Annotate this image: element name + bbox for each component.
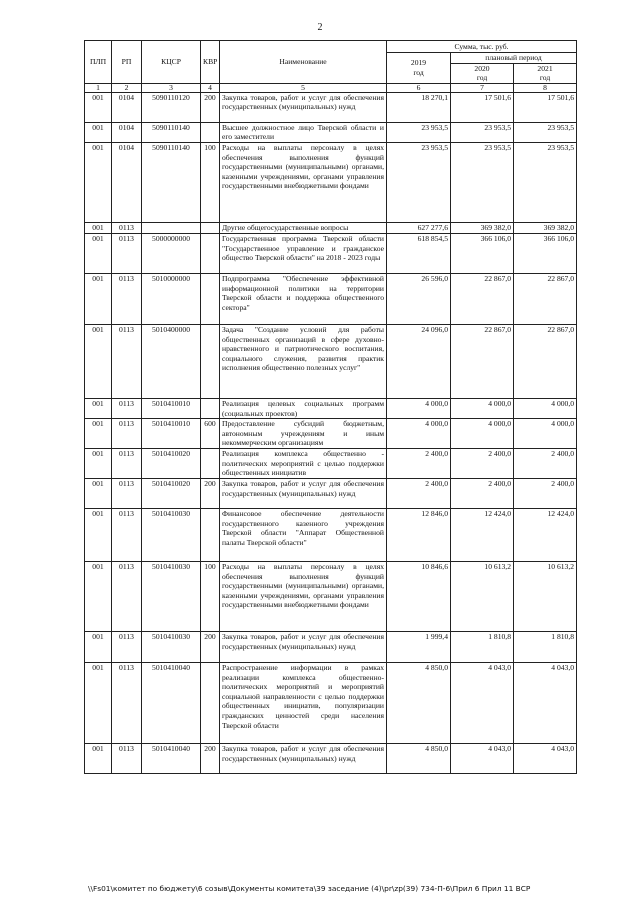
cell-name: Распространение информации в рамках реализации комплекса общественно-политических мероприятий и мероприятий социальной направленности с целью поддержки общественных инициатив, популяризации гражданских ценностей среди населения Тверской области [220, 662, 387, 743]
cell-v2020: 4 043,0 [451, 662, 514, 743]
cell-plp: 001 [85, 419, 112, 449]
cell-v2021: 12 424,0 [514, 508, 577, 561]
header-planning-period: плановый период [451, 53, 577, 64]
index-cell: 3 [142, 83, 201, 92]
cell-kvr [201, 662, 220, 743]
cell-rp: 0113 [112, 233, 142, 273]
cell-v2020: 12 424,0 [451, 508, 514, 561]
header-year-2020: 2020 год [451, 63, 514, 83]
cell-kcsr: 5010410010 [142, 398, 201, 418]
cell-kvr: 200 [201, 92, 220, 122]
cell-v2019: 10 846,6 [387, 561, 451, 631]
cell-v2021: 22 867,0 [514, 324, 577, 398]
header-kcsr: КЦСР [142, 41, 201, 84]
index-cell: 5 [220, 83, 387, 92]
cell-v2020: 22 867,0 [451, 273, 514, 324]
cell-kvr [201, 222, 220, 233]
index-cell: 7 [451, 83, 514, 92]
cell-v2019: 4 000,0 [387, 419, 451, 449]
cell-v2021: 4 000,0 [514, 398, 577, 418]
cell-v2019: 4 000,0 [387, 398, 451, 418]
cell-plp: 001 [85, 324, 112, 398]
cell-kvr [201, 233, 220, 273]
cell-rp: 0113 [112, 631, 142, 662]
cell-rp: 0113 [112, 419, 142, 449]
cell-plp: 001 [85, 92, 112, 122]
cell-name: Финансовое обеспечение деятельности государственного казенного учреждения Тверской области "Аппарат Общественной палаты Тверской области" [220, 508, 387, 561]
cell-kcsr: 5010410040 [142, 662, 201, 743]
table-row [85, 449, 577, 479]
cell-v2020: 23 953,5 [451, 122, 514, 142]
cell-v2019: 23 953,5 [387, 142, 451, 222]
cell-name: Закупка товаров, работ и услуг для обеспечения государственных (муниципальных) нужд [220, 92, 387, 122]
cell-plp: 001 [85, 222, 112, 233]
header-year-2019: 2019 год [387, 53, 451, 84]
cell-v2020: 369 382,0 [451, 222, 514, 233]
cell-name: Предоставление субсидий бюджетным, автономным учреждениям и иным некоммерческим организациям [220, 419, 387, 449]
cell-v2021: 4 000,0 [514, 419, 577, 449]
cell-v2019: 618 854,5 [387, 233, 451, 273]
cell-v2019: 4 850,0 [387, 743, 451, 773]
cell-kvr: 600 [201, 419, 220, 449]
cell-v2020: 4 000,0 [451, 419, 514, 449]
table-row [85, 122, 577, 142]
cell-v2019: 627 277,6 [387, 222, 451, 233]
cell-plp: 001 [85, 662, 112, 743]
cell-v2020: 10 613,2 [451, 561, 514, 631]
cell-kvr: 100 [201, 561, 220, 631]
table-row [85, 222, 577, 233]
cell-v2021: 369 382,0 [514, 222, 577, 233]
cell-v2020: 17 501,6 [451, 92, 514, 122]
cell-kcsr [142, 222, 201, 233]
header-sum: Сумма, тыс. руб. [387, 41, 577, 53]
table-row [85, 478, 577, 508]
cell-v2020: 1 810,8 [451, 631, 514, 662]
cell-name: Закупка товаров, работ и услуг для обеспечения государственных (муниципальных) нужд [220, 631, 387, 662]
cell-v2019: 24 096,0 [387, 324, 451, 398]
header-name: Наименование [220, 41, 387, 84]
cell-rp: 0113 [112, 508, 142, 561]
cell-v2021: 22 867,0 [514, 273, 577, 324]
cell-kcsr: 5010400000 [142, 324, 201, 398]
header-rp: РП [112, 41, 142, 84]
index-cell: 8 [514, 83, 577, 92]
cell-kcsr: 5010410020 [142, 449, 201, 479]
cell-v2020: 22 867,0 [451, 324, 514, 398]
table-row [85, 324, 577, 398]
cell-rp: 0113 [112, 662, 142, 743]
cell-name: Другие общегосударственные вопросы [220, 222, 387, 233]
cell-rp: 0113 [112, 561, 142, 631]
table-row [85, 662, 577, 743]
table-row [85, 233, 577, 273]
cell-v2021: 366 106,0 [514, 233, 577, 273]
cell-v2021: 23 953,5 [514, 122, 577, 142]
table-row [85, 631, 577, 662]
page-number: 2 [317, 22, 323, 33]
cell-v2020: 4 043,0 [451, 743, 514, 773]
cell-rp: 0104 [112, 92, 142, 122]
cell-kvr [201, 273, 220, 324]
table-body [85, 92, 577, 773]
table-row [85, 743, 577, 773]
header-plp: ПЛП [85, 41, 112, 84]
cell-name: Реализация комплекса общественно - политических мероприятий с целью поддержки общественных инициатив [220, 449, 387, 479]
column-index-row [85, 83, 577, 92]
cell-rp: 0113 [112, 449, 142, 479]
cell-kcsr: 5000000000 [142, 233, 201, 273]
cell-name: Задача "Создание условий для работы общественных организаций в сфере духовно-нравственного и патриотического воспитания, социального служения, развития практик исполнения общественно полезных услуг" [220, 324, 387, 398]
cell-v2021: 1 810,8 [514, 631, 577, 662]
file-path-footer: \\Fs01\комитет по бюджету\6 созыв\Документы комитета\39 заседание (4)\pr\zp(39) 734-П-6\Прил 6 Прил 11 ВСР [88, 884, 531, 893]
cell-v2019: 12 846,0 [387, 508, 451, 561]
table-row [85, 508, 577, 561]
cell-rp: 0104 [112, 142, 142, 222]
cell-v2019: 1 999,4 [387, 631, 451, 662]
cell-kcsr: 5090110140 [142, 122, 201, 142]
cell-kcsr: 5010410030 [142, 508, 201, 561]
cell-plp: 001 [85, 743, 112, 773]
cell-plp: 001 [85, 142, 112, 222]
budget-table [84, 40, 577, 774]
cell-v2020: 2 400,0 [451, 478, 514, 508]
cell-kvr [201, 508, 220, 561]
cell-v2021: 2 400,0 [514, 449, 577, 479]
cell-plp: 001 [85, 449, 112, 479]
cell-kcsr: 5010000000 [142, 273, 201, 324]
cell-name: Подпрограмма "Обеспечение эффективной информационной политики на территории Тверской области и поддержка общественного сектора" [220, 273, 387, 324]
cell-plp: 001 [85, 478, 112, 508]
table-row [85, 142, 577, 222]
cell-kvr: 200 [201, 743, 220, 773]
cell-name: Высшее должностное лицо Тверской области и его заместители [220, 122, 387, 142]
cell-v2019: 4 850,0 [387, 662, 451, 743]
index-cell: 6 [387, 83, 451, 92]
cell-plp: 001 [85, 631, 112, 662]
cell-kcsr: 5010410030 [142, 561, 201, 631]
cell-plp: 001 [85, 122, 112, 142]
index-cell: 4 [201, 83, 220, 92]
cell-kcsr: 5010410020 [142, 478, 201, 508]
header-year-2021: 2021 год [514, 63, 577, 83]
cell-kvr: 100 [201, 142, 220, 222]
table-row [85, 92, 577, 122]
cell-kvr [201, 122, 220, 142]
cell-rp: 0113 [112, 743, 142, 773]
cell-v2021: 23 953,5 [514, 142, 577, 222]
cell-v2020: 366 106,0 [451, 233, 514, 273]
cell-rp: 0113 [112, 324, 142, 398]
cell-rp: 0113 [112, 398, 142, 418]
index-cell: 2 [112, 83, 142, 92]
cell-plp: 001 [85, 398, 112, 418]
cell-v2021: 17 501,6 [514, 92, 577, 122]
cell-kcsr: 5010410010 [142, 419, 201, 449]
cell-kvr [201, 449, 220, 479]
cell-rp: 0104 [112, 122, 142, 142]
table-row [85, 398, 577, 418]
cell-v2019: 2 400,0 [387, 478, 451, 508]
cell-v2019: 26 596,0 [387, 273, 451, 324]
cell-v2021: 2 400,0 [514, 478, 577, 508]
cell-rp: 0113 [112, 273, 142, 324]
cell-v2021: 10 613,2 [514, 561, 577, 631]
table-row [85, 561, 577, 631]
cell-rp: 0113 [112, 222, 142, 233]
cell-kcsr: 5090110120 [142, 92, 201, 122]
cell-kcsr: 5010410030 [142, 631, 201, 662]
cell-v2019: 18 270,1 [387, 92, 451, 122]
cell-kvr [201, 324, 220, 398]
cell-kcsr: 5090110140 [142, 142, 201, 222]
table-row [85, 419, 577, 449]
cell-name: Расходы на выплаты персоналу в целях обеспечения выполнения функций государственными (муниципальными) органами, казенными учреждениями, органами управления государственными внебюджетными фондами [220, 561, 387, 631]
cell-plp: 001 [85, 508, 112, 561]
cell-v2021: 4 043,0 [514, 662, 577, 743]
cell-v2020: 23 953,5 [451, 142, 514, 222]
cell-v2021: 4 043,0 [514, 743, 577, 773]
cell-v2019: 2 400,0 [387, 449, 451, 479]
header-kvr: КВР [201, 41, 220, 84]
cell-kvr: 200 [201, 631, 220, 662]
cell-name: Реализация целевых социальных программ (социальных проектов) [220, 398, 387, 418]
index-cell: 1 [85, 83, 112, 92]
cell-plp: 001 [85, 561, 112, 631]
cell-kvr [201, 398, 220, 418]
cell-v2020: 2 400,0 [451, 449, 514, 479]
table-row [85, 273, 577, 324]
cell-kvr: 200 [201, 478, 220, 508]
cell-name: Закупка товаров, работ и услуг для обеспечения государственных (муниципальных) нужд [220, 743, 387, 773]
cell-name: Государственная программа Тверской области "Государственное управление и гражданское общество Тверской области" на 2018 - 2023 годы [220, 233, 387, 273]
cell-rp: 0113 [112, 478, 142, 508]
cell-plp: 001 [85, 233, 112, 273]
cell-plp: 001 [85, 273, 112, 324]
cell-name: Закупка товаров, работ и услуг для обеспечения государственных (муниципальных) нужд [220, 478, 387, 508]
cell-v2019: 23 953,5 [387, 122, 451, 142]
cell-kcsr: 5010410040 [142, 743, 201, 773]
cell-v2020: 4 000,0 [451, 398, 514, 418]
cell-name: Расходы на выплаты персоналу в целях обеспечения выполнения функций государственными (муниципальными) органами, казенными учреждениями, органами управления государственными внебюджетными фондами [220, 142, 387, 222]
